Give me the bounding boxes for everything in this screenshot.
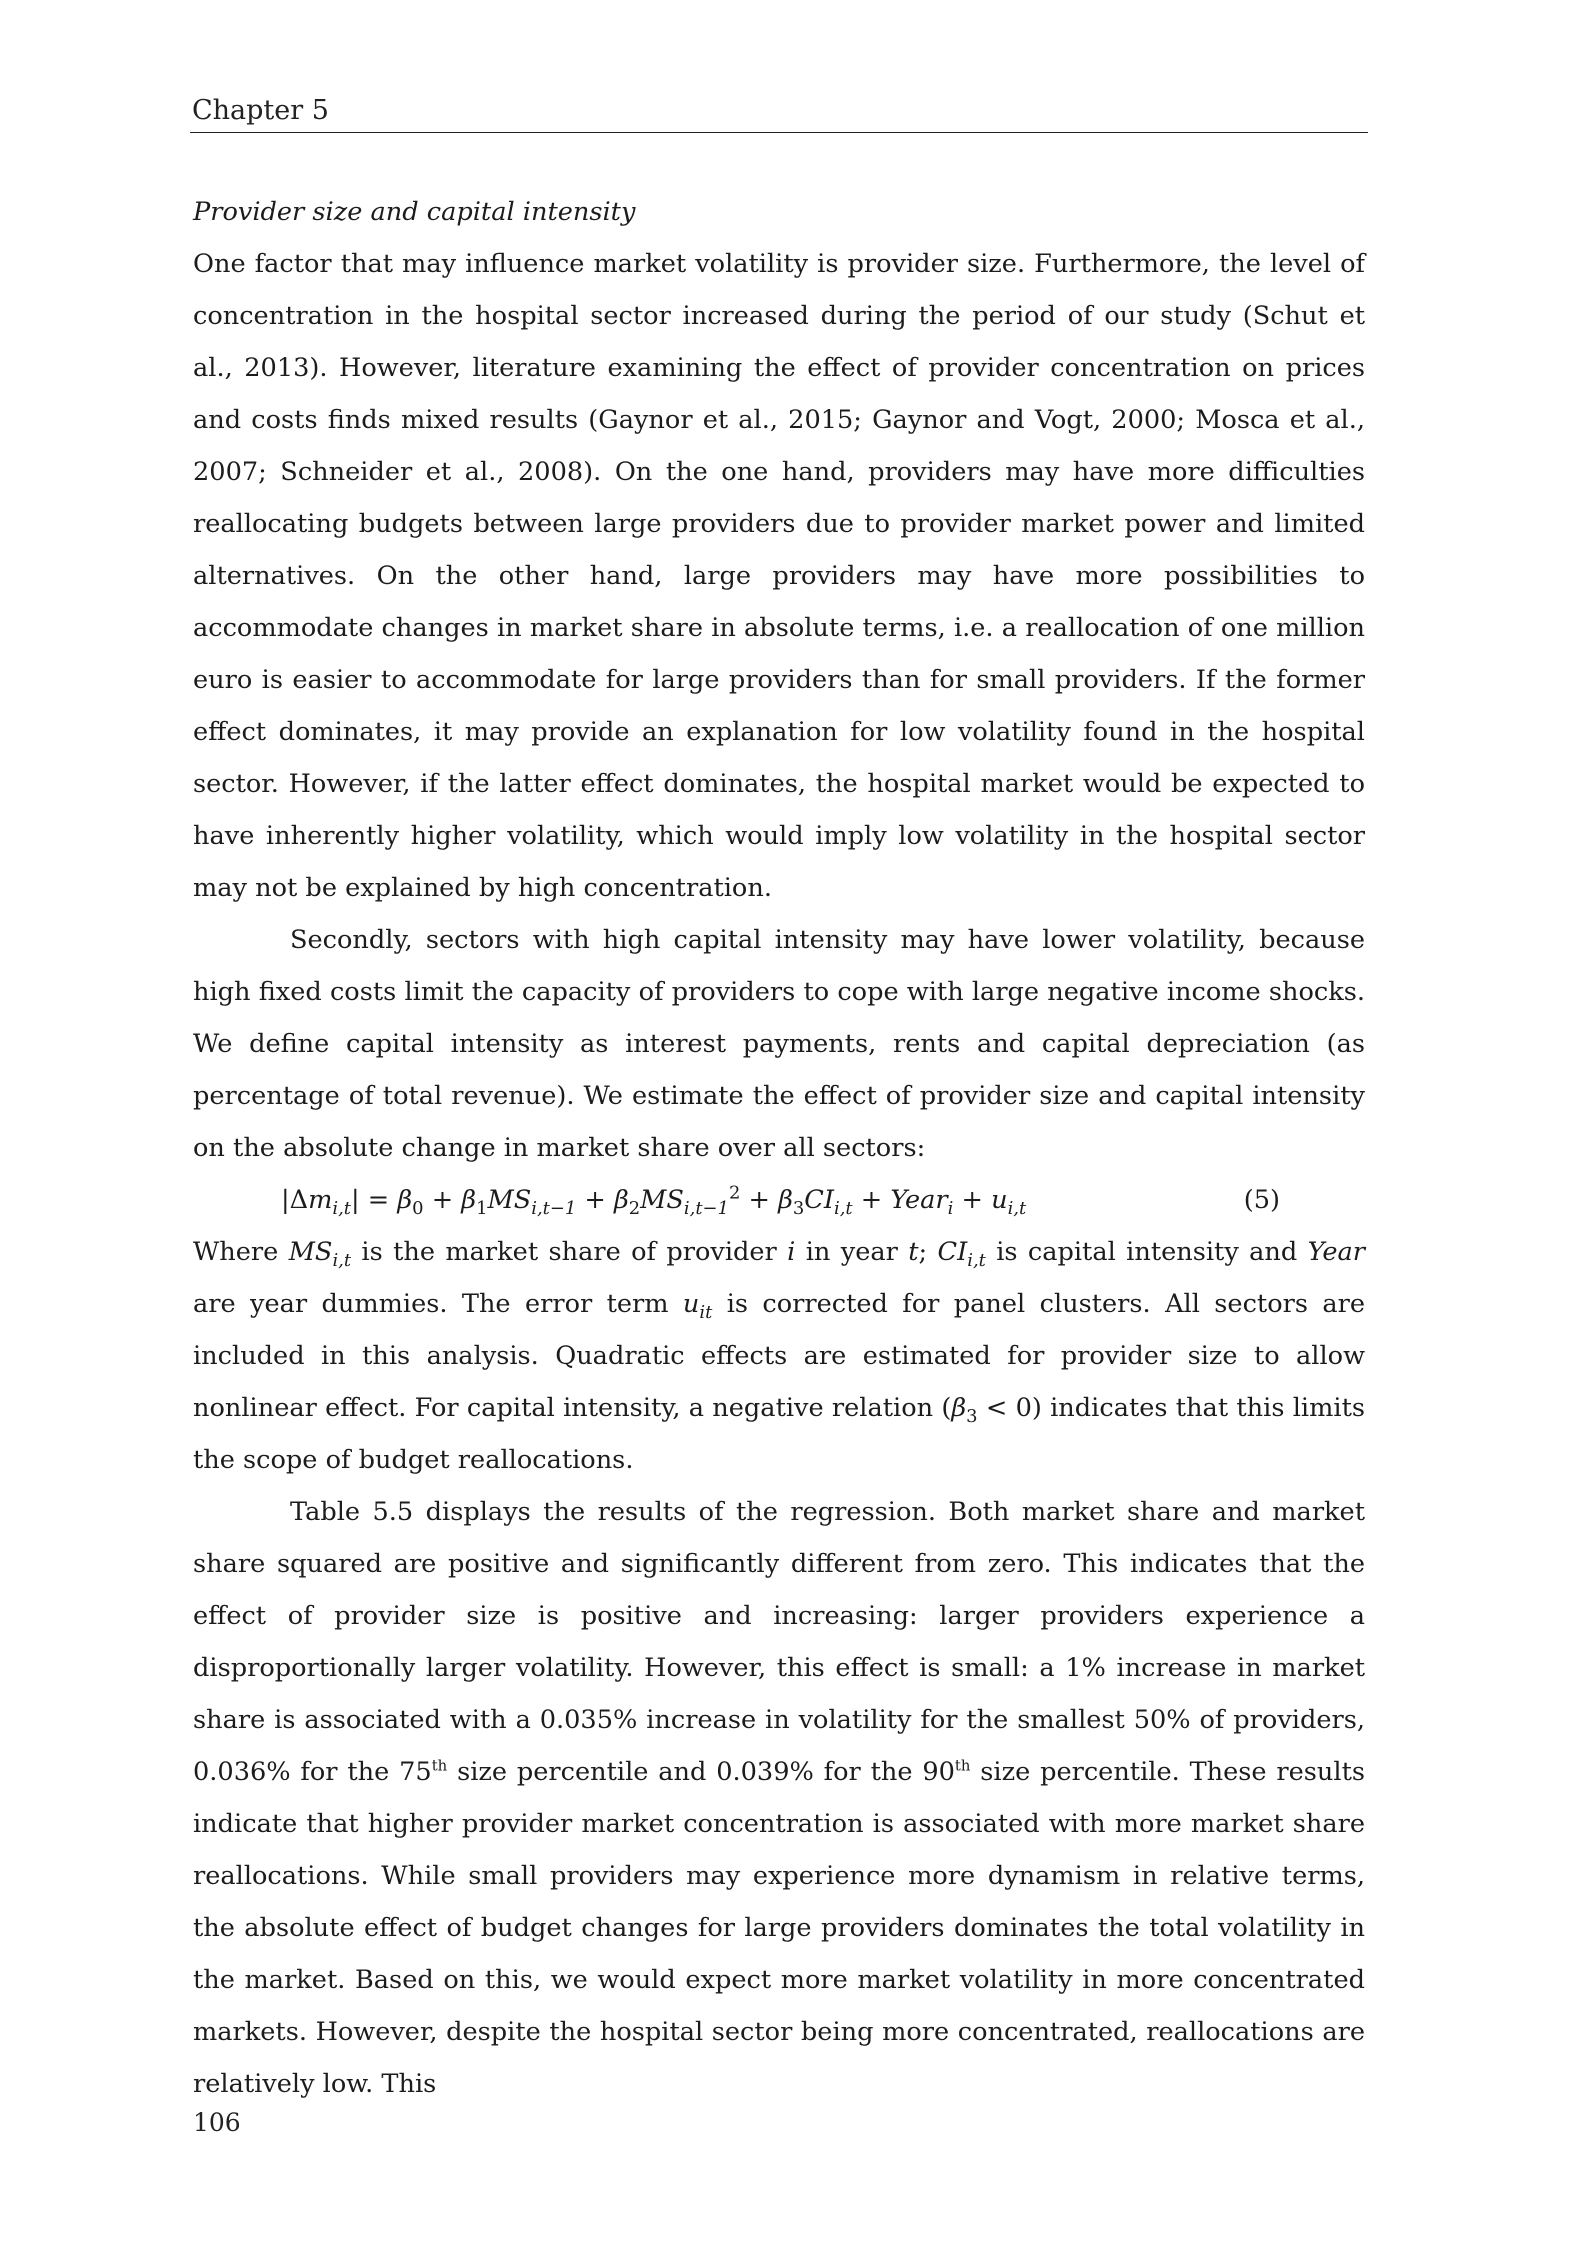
paragraph-3: Where $MS_{i,t}$ is the market share of provider i in year t; $CI_{i,t}$ is capital intensity and Year are year dummies. The error term $u_{it}$ is corrected for panel clusters. All sectors are included in this analysis. Quadratic effects are estimated for provider size to allow nonlinear effect. For capital intensity, a negative relation $(\beta_3 < 0)$ indicates that this limits the scope of budget reallocations. [193, 1237, 1365, 1475]
equation-body: $|\Delta m_{i,t}| = \beta_0 + \beta_1MS_{i,t-1} + \beta_2MS_{i,t-1}^2 + \beta_3CI_{i,t}$ + Year$_i$ + $u_{i,t}$ [281, 1182, 1027, 1220]
chapter-label: Chapter 5 [192, 95, 329, 126]
body-text [193, 186, 1365, 2110]
page-header [190, 94, 1368, 133]
paragraph-1: One factor that may influence market volatility is provider size. Furthermore, the level of concentration in the hospital sector increased during the period of our study (Schut et al., 2013). However, literature examining the effect of provider concentration on prices and costs finds mixed results (Gaynor et al., 2015; Gaynor and Vogt, 2000; Mosca et al., 2007; Schneider et al., 2008). On the one hand, providers may have more difficulties reallocating budgets between large providers due to provider market power and limited alternatives. On the other hand, large providers may have more possibilities to accommodate changes in market share in absolute terms, i.e. a reallocation of one million euro is easier to accommodate for large providers than for small providers. If the former effect dominates, it may provide an explanation for low volatility found in the hospital sector. However, if the latter effect dominates, the hospital market would be expected to have inherently higher volatility, which would imply low volatility in the hospital sector may not be explained by high concentration. [193, 249, 1365, 903]
paragraph-4: Table 5.5 displays the results of the regression. Both market share and market share squared are positive and significantly different from zero. This indicates that the effect of provider size is positive and increasing: larger providers experience a disproportionally larger volatility. However, this effect is small: a 1% increase in market share is associated with a 0.035% increase in volatility for the smallest 50% of providers, 0.036% for the 75th size percentile and 0.039% for the 90th size percentile. These results indicate that higher provider market concentration is associated with more market share reallocations. While small providers may experience more dynamism in relative terms, the absolute effect of budget changes for large providers dominates the total volatility in the market. Based on this, we would expect more market volatility in more concentrated markets. However, despite the hospital sector being more concentrated, reallocations are relatively low. This [193, 1497, 1366, 2099]
equation-number: (5) [1243, 1185, 1280, 1215]
section-heading: Provider size and capital intensity [193, 197, 636, 227]
page-number: 106 [193, 2108, 241, 2137]
equation-5 [193, 1174, 1365, 1226]
paragraph-2: Secondly, sectors with high capital intensity may have lower volatility, because high fixed costs limit the capacity of providers to cope with large negative income shocks. We define capital intensity as interest payments, rents and capital depreciation (as percentage of total revenue). We estimate the effect of provider size and capital intensity on the absolute change in market share over all sectors: [193, 925, 1365, 1163]
